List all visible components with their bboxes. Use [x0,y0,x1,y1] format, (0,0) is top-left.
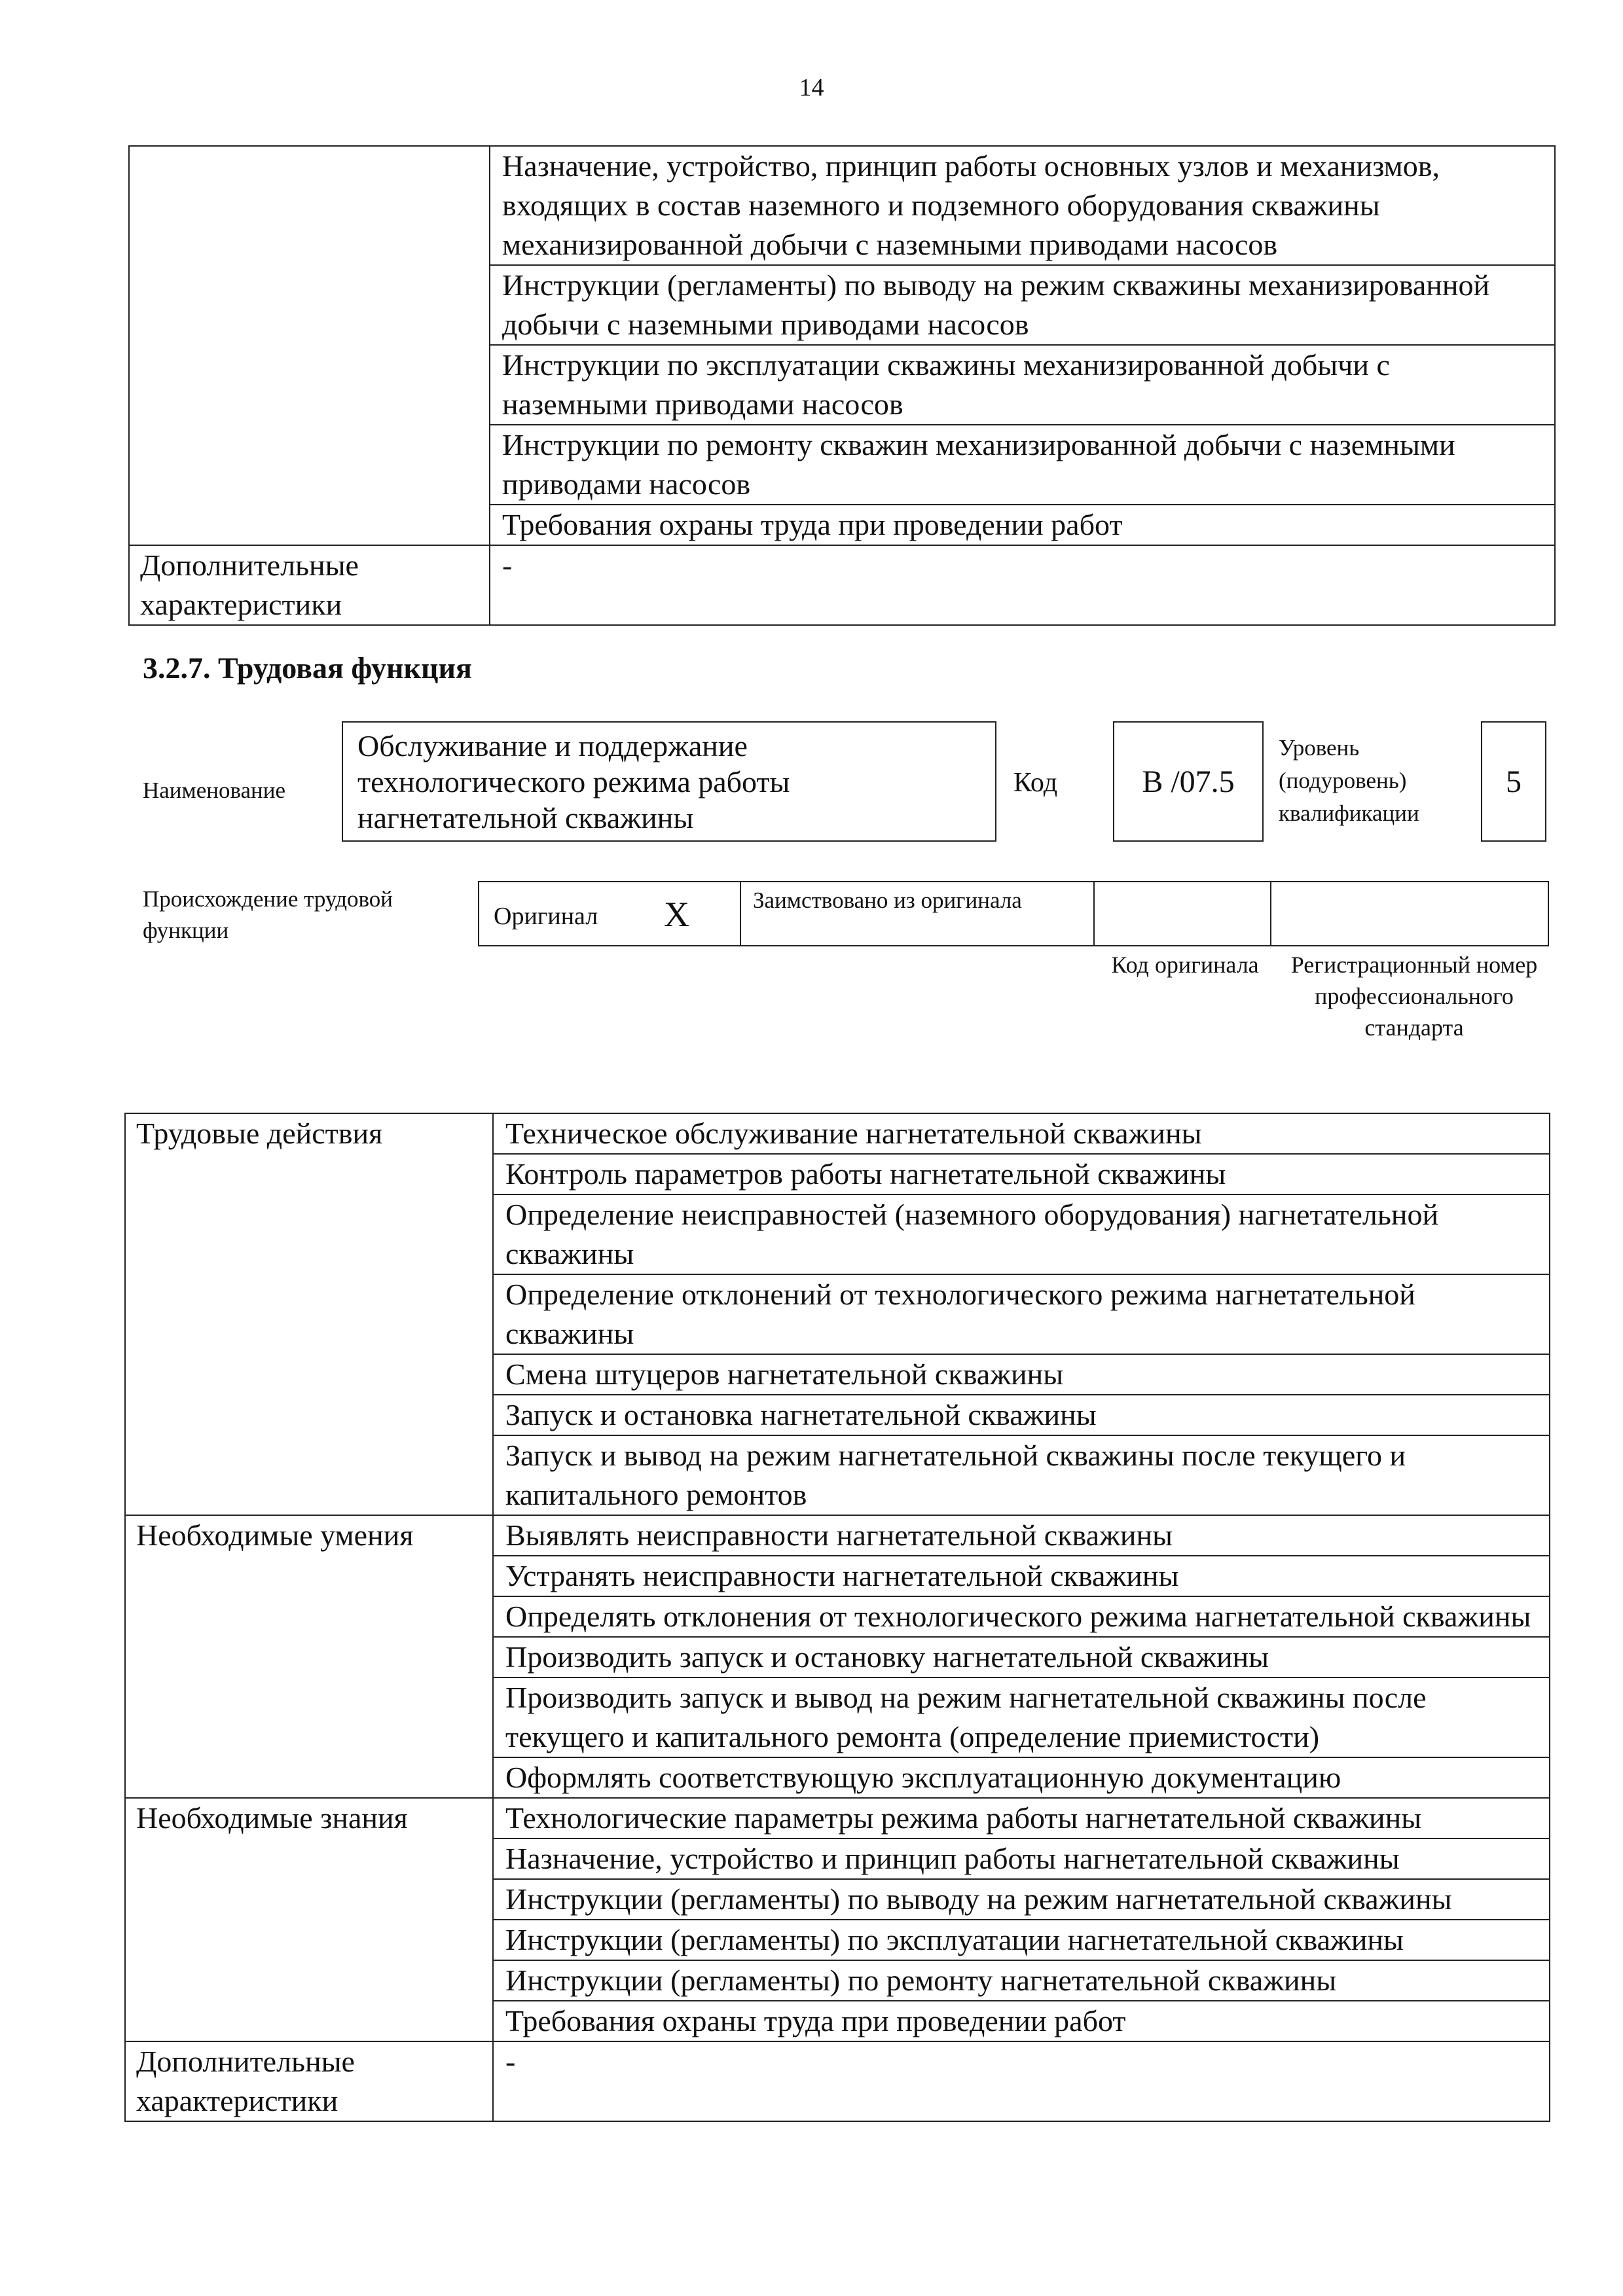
code-label: Код [1013,768,1058,798]
table-cell: Требования охраны труда при проведении работ [493,2001,1550,2041]
table-cell: Запуск и остановка нагнетательной скважины [493,1395,1550,1435]
table-row [129,545,1555,625]
additional-value: - [493,2041,1550,2121]
code-value-box: В /07.5 [1113,721,1264,842]
additional-label: Дополнительные характеристики [129,545,490,625]
table-cell: Оформлять соответствующую эксплуатационную документацию [493,1757,1550,1798]
table-row [125,1113,1550,1154]
table-cell: Инструкции (регламенты) по выводу на режим скважины механизированной добычи с наземными приводами насосов [490,265,1555,345]
function-name-box: Обслуживание и поддержание технологического режима работы нагнетательной скважины [342,721,996,842]
original-mark: X [664,895,689,934]
table-cell: Производить запуск и вывод на режим нагнетательной скважины после текущего и капитального ремонта (определение приемистости) [493,1677,1550,1757]
additional-value: - [490,545,1555,625]
table-cell: Производить запуск и остановку нагнетательной скважины [493,1637,1550,1677]
table-cell: Определять отклонения от технологического режима нагнетательной скважины [493,1596,1550,1637]
table-cell: Инструкции (регламенты) по эксплуатации нагнетательной скважины [493,1920,1550,1960]
reg-number-cell [1271,882,1548,945]
table-cell: Устранять неисправности нагнетательной скважины [493,1556,1550,1596]
section-heading: 3.2.7. Трудовая функция [143,651,472,685]
original-code-cell [1095,882,1271,945]
page-number: 14 [799,74,824,101]
table-row [129,146,1555,265]
additional-label: Дополнительные характеристики [125,2041,493,2121]
table-row [125,2041,1550,2121]
table-cell: Требования охраны труда при проведении работ [490,505,1555,545]
table-cell: Определение неисправностей (наземного оборудования) нагнетательной скважины [493,1194,1550,1274]
level-label: Уровень (подуровень) квалификации [1279,735,1419,826]
table-cell: Инструкции по ремонту скважин механизированной добычи с наземными приводами насосов [490,425,1555,505]
level-value-box: 5 [1481,721,1546,842]
actions-label: Трудовые действия [125,1113,493,1515]
original-cell [479,882,741,945]
labor-function-table [124,1113,1550,2122]
origin-table [478,881,1549,946]
skills-label: Необходимые умения [125,1515,493,1798]
table-cell: Определение отклонений от технологического режима нагнетательной скважины [493,1274,1550,1354]
table-cell: Инструкции по эксплуатации скважины механизированной добычи с наземными приводами насосов [490,345,1555,425]
original-text: Оригинал [494,903,598,930]
table-cell: Смена штуцеров нагнетательной скважины [493,1354,1550,1395]
knowledge-label: Необходимые знания [125,1798,493,2041]
origin-label: Происхождение трудовой функции [143,886,393,943]
table-cell: Инструкции (регламенты) по выводу на режим нагнетательной скважины [493,1879,1550,1920]
table-row [125,1798,1550,1839]
table-cell: Контроль параметров работы нагнетательной скважины [493,1154,1550,1194]
table-cell: Назначение, устройство, принцип работы основных узлов и механизмов, входящих в состав наземного и подземного оборудования скважины механизированной добычи с наземными приводами насосов [490,146,1555,265]
name-label: Наименование [143,778,286,803]
table-cell: Инструкции (регламенты) по ремонту нагнетательной скважины [493,1960,1550,2001]
borrowed-cell [741,882,1095,945]
previous-function-table [128,145,1556,626]
knowledge-label-cell [129,146,490,545]
borrowed-text: Заимствовано из оригинала [753,888,1022,913]
table-cell: Назначение, устройство и принцип работы нагнетательной скважины [493,1839,1550,1879]
table-cell: Запуск и вывод на режим нагнетательной скважины после текущего и капитального ремонтов [493,1435,1550,1515]
table-row [125,1515,1550,1556]
reg-number-caption: Регистрационный номер профессионального стандарта [1290,952,1538,1041]
table-cell: Техническое обслуживание нагнетательной скважины [493,1113,1550,1154]
code-original-caption: Код оригинала [1111,952,1259,978]
table-cell: Выявлять неисправности нагнетательной скважины [493,1515,1550,1556]
table-cell: Технологические параметры режима работы нагнетательной скважины [493,1798,1550,1839]
